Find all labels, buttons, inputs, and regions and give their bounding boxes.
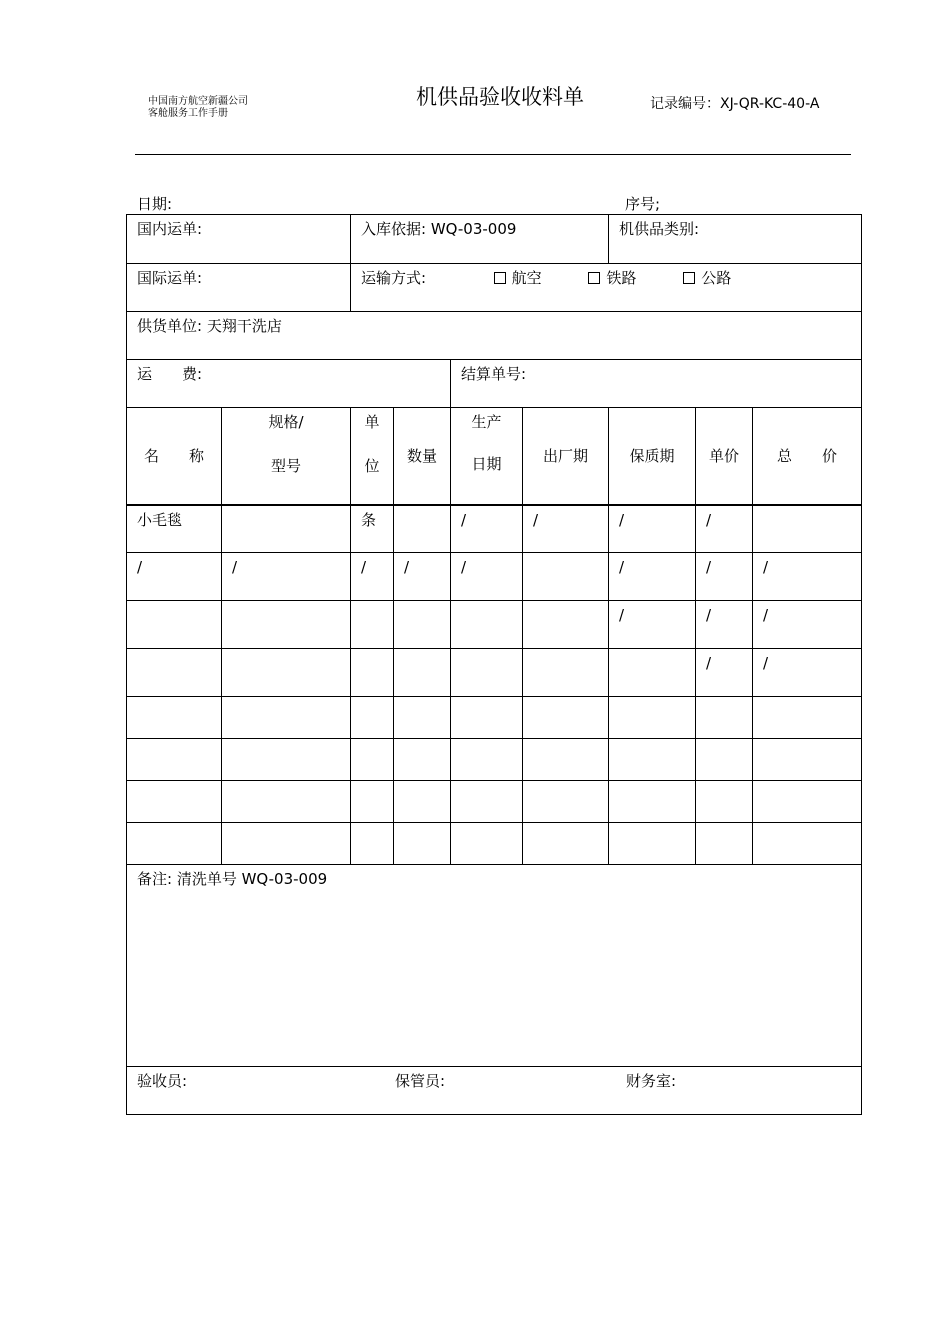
cell-production-date[interactable]	[451, 781, 523, 823]
storage-basis-field[interactable]: 入库依据: WQ-03-009	[351, 215, 609, 264]
cell-unit[interactable]: 条	[351, 505, 394, 553]
transport-mode-label: 运输方式:	[361, 269, 427, 287]
freight-field[interactable]: 运 费:	[127, 360, 451, 408]
cell-shelf-life[interactable]	[609, 697, 696, 739]
cell-total-price[interactable]	[753, 505, 862, 553]
cell-total-price[interactable]: /	[753, 649, 862, 697]
cell-unit-price[interactable]: /	[696, 505, 753, 553]
cell-name[interactable]	[127, 739, 222, 781]
cell-unit[interactable]	[351, 601, 394, 649]
domestic-waybill-field[interactable]: 国内运单:	[127, 215, 351, 264]
form-row-freight	[127, 360, 862, 408]
cell-production-date[interactable]: /	[451, 505, 523, 553]
company-name: 中国南方航空新疆公司	[148, 96, 248, 107]
form-row-supplier	[127, 312, 862, 360]
cell-shelf-life[interactable]	[609, 781, 696, 823]
manual-name: 客舱服务工作手册	[148, 108, 228, 119]
cell-quantity[interactable]	[394, 505, 451, 553]
cell-shelf-life[interactable]: /	[609, 553, 696, 601]
cell-spec[interactable]	[222, 697, 351, 739]
supplier-field[interactable]: 供货单位: 天翔干洗店	[127, 312, 862, 360]
settlement-number-field[interactable]: 结算单号:	[451, 360, 862, 408]
finance-label[interactable]: 财务室:	[626, 1072, 677, 1090]
cell-name[interactable]	[127, 601, 222, 649]
table-row	[127, 649, 862, 697]
cell-name[interactable]	[127, 781, 222, 823]
table-row	[127, 739, 862, 781]
cell-factory-date[interactable]	[523, 781, 609, 823]
cell-factory-date[interactable]	[523, 649, 609, 697]
record-number: 记录编号：XJ-QR-KC-40-A	[650, 96, 820, 112]
intl-waybill-field[interactable]: 国际运单:	[127, 264, 351, 312]
cell-unit-price[interactable]	[696, 823, 753, 865]
cell-production-date[interactable]	[451, 739, 523, 781]
col-header-spec: 规格/ 型号	[222, 408, 351, 505]
cell-unit-price[interactable]: /	[696, 649, 753, 697]
cell-unit-price[interactable]	[696, 697, 753, 739]
cell-spec[interactable]	[222, 739, 351, 781]
cell-shelf-life[interactable]: /	[609, 601, 696, 649]
col-header-shelf-life: 保质期	[609, 408, 696, 505]
rail-checkbox[interactable]	[588, 272, 600, 284]
cell-unit-price[interactable]	[696, 739, 753, 781]
cell-name[interactable]	[127, 697, 222, 739]
cell-unit[interactable]: /	[351, 553, 394, 601]
form-row-transport	[127, 264, 862, 312]
cell-name[interactable]: 小毛毯	[127, 505, 222, 553]
cell-unit[interactable]	[351, 739, 394, 781]
table-row	[127, 781, 862, 823]
cell-unit[interactable]	[351, 697, 394, 739]
header-divider	[135, 154, 851, 155]
cell-name[interactable]	[127, 649, 222, 697]
cell-factory-date[interactable]	[523, 601, 609, 649]
air-option-label: 航空	[511, 269, 542, 287]
cell-spec[interactable]	[222, 505, 351, 553]
col-header-unit: 单 位	[351, 408, 394, 505]
cell-spec[interactable]	[222, 781, 351, 823]
cell-factory-date[interactable]: /	[523, 505, 609, 553]
cell-quantity[interactable]	[394, 739, 451, 781]
form-row-remarks	[127, 865, 862, 1067]
cell-factory-date[interactable]	[523, 553, 609, 601]
cell-factory-date[interactable]	[523, 823, 609, 865]
cell-total-price[interactable]	[753, 823, 862, 865]
date-label: 日期:	[137, 195, 173, 213]
cell-shelf-life[interactable]	[609, 649, 696, 697]
air-checkbox[interactable]	[494, 272, 506, 284]
cell-name[interactable]	[127, 823, 222, 865]
signatures-field	[127, 1067, 862, 1115]
col-header-unit-price: 单价	[696, 408, 753, 505]
table-row	[127, 505, 862, 553]
cell-unit-price[interactable]: /	[696, 601, 753, 649]
cell-factory-date[interactable]	[523, 697, 609, 739]
table-row	[127, 601, 862, 649]
form-row-signatures	[127, 1067, 862, 1115]
cell-total-price[interactable]: /	[753, 553, 862, 601]
cell-production-date[interactable]	[451, 697, 523, 739]
cell-production-date[interactable]	[451, 649, 523, 697]
cell-spec[interactable]	[222, 823, 351, 865]
cell-spec[interactable]	[222, 601, 351, 649]
sequence-label: 序号;	[625, 195, 661, 213]
cell-shelf-life[interactable]	[609, 739, 696, 781]
col-header-total-price: 总 价	[753, 408, 862, 505]
cell-quantity[interactable]	[394, 697, 451, 739]
col-header-quantity: 数量	[394, 408, 451, 505]
cell-quantity[interactable]: /	[394, 553, 451, 601]
road-checkbox[interactable]	[683, 272, 695, 284]
cell-quantity[interactable]	[394, 823, 451, 865]
cell-total-price[interactable]	[753, 739, 862, 781]
cell-shelf-life[interactable]	[609, 823, 696, 865]
table-row	[127, 823, 862, 865]
col-header-factory-date: 出厂期	[523, 408, 609, 505]
cell-unit[interactable]	[351, 649, 394, 697]
cell-production-date[interactable]	[451, 823, 523, 865]
items-header-row	[127, 408, 862, 505]
cell-quantity[interactable]	[394, 781, 451, 823]
cell-total-price[interactable]	[753, 697, 862, 739]
cell-unit-price[interactable]: /	[696, 553, 753, 601]
cell-unit[interactable]	[351, 823, 394, 865]
cell-unit[interactable]	[351, 781, 394, 823]
cell-total-price[interactable]	[753, 781, 862, 823]
supply-category-field[interactable]: 机供品类别:	[609, 215, 862, 264]
inspector-label[interactable]: 验收员:	[137, 1072, 188, 1090]
cell-spec[interactable]	[222, 649, 351, 697]
table-row	[127, 697, 862, 739]
cell-name[interactable]: /	[127, 553, 222, 601]
custodian-label[interactable]: 保管员:	[395, 1072, 446, 1090]
cell-total-price[interactable]: /	[753, 601, 862, 649]
transport-mode-field	[351, 264, 862, 312]
rail-option-label: 铁路	[606, 269, 637, 287]
table-row	[127, 553, 862, 601]
cell-shelf-life[interactable]: /	[609, 505, 696, 553]
cell-spec[interactable]: /	[222, 553, 351, 601]
cell-quantity[interactable]	[394, 601, 451, 649]
cell-unit-price[interactable]	[696, 781, 753, 823]
col-header-production-date: 生产 日期	[451, 408, 523, 505]
form-row-shipping	[127, 215, 862, 264]
cell-factory-date[interactable]	[523, 739, 609, 781]
road-option-label: 公路	[701, 269, 732, 287]
receiving-form-table	[126, 214, 862, 1115]
form-title: 机供品验收收料单	[416, 85, 584, 109]
col-header-name: 名 称	[127, 408, 222, 505]
cell-quantity[interactable]	[394, 649, 451, 697]
remarks-field[interactable]: 备注: 清洗单号 WQ-03-009	[127, 865, 862, 1067]
cell-production-date[interactable]: /	[451, 553, 523, 601]
cell-production-date[interactable]	[451, 601, 523, 649]
